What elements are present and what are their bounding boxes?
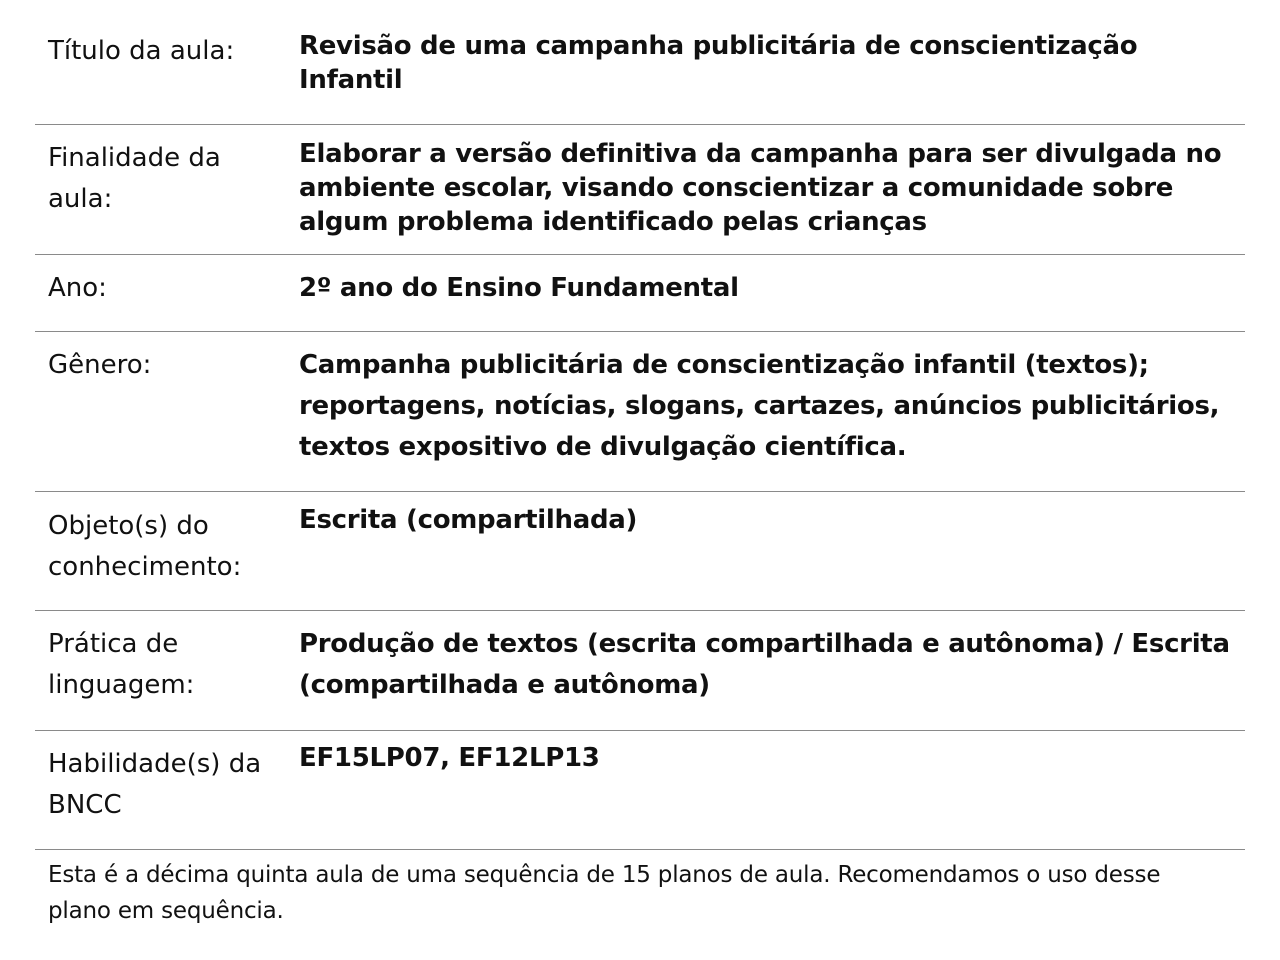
label-genero: Gênero: bbox=[48, 350, 152, 380]
value-habilidades: EF15LP07, EF12LP13 bbox=[299, 743, 600, 773]
row-objeto bbox=[35, 492, 1245, 611]
label-titulo: Título da aula: bbox=[48, 36, 235, 66]
value-finalidade: Elaborar a versão definitiva da campanha para ser divulgada no ambiente escolar, visando conscientizar a comunidade sobre algum problema identificado pelas crianças bbox=[299, 139, 1222, 237]
value-pratica: Produção de textos (escrita compartilhada e autônoma) / Escrita (compartilhada e autônoma) bbox=[299, 629, 1230, 700]
row-ano bbox=[35, 255, 1245, 332]
row-pratica bbox=[35, 611, 1245, 731]
label-ano: Ano: bbox=[48, 273, 107, 303]
label-habilidades: Habilidade(s) da BNCC bbox=[48, 749, 262, 820]
label-pratica: Prática de linguagem: bbox=[48, 629, 195, 700]
row-genero bbox=[35, 332, 1245, 492]
row-finalidade bbox=[35, 125, 1245, 255]
value-objeto: Escrita (compartilhada) bbox=[299, 505, 638, 535]
value-titulo: Revisão de uma campanha publicitária de conscientização Infantil bbox=[299, 31, 1138, 95]
value-ano: 2º ano do Ensino Fundamental bbox=[299, 273, 739, 303]
label-objeto: Objeto(s) do conhecimento: bbox=[48, 511, 242, 582]
row-habilidades bbox=[35, 731, 1245, 850]
row-titulo bbox=[35, 0, 1245, 125]
sequence-note: Esta é a décima quinta aula de uma sequência de 15 planos de aula. Recomendamos o uso desse plano em sequência. bbox=[48, 862, 1161, 924]
label-finalidade: Finalidade da aula: bbox=[48, 143, 221, 214]
value-genero: Campanha publicitária de conscientização infantil (textos); reportagens, notícias, slogans, cartazes, anúncios publicitários, textos expositivo de divulgação científica. bbox=[299, 350, 1220, 462]
